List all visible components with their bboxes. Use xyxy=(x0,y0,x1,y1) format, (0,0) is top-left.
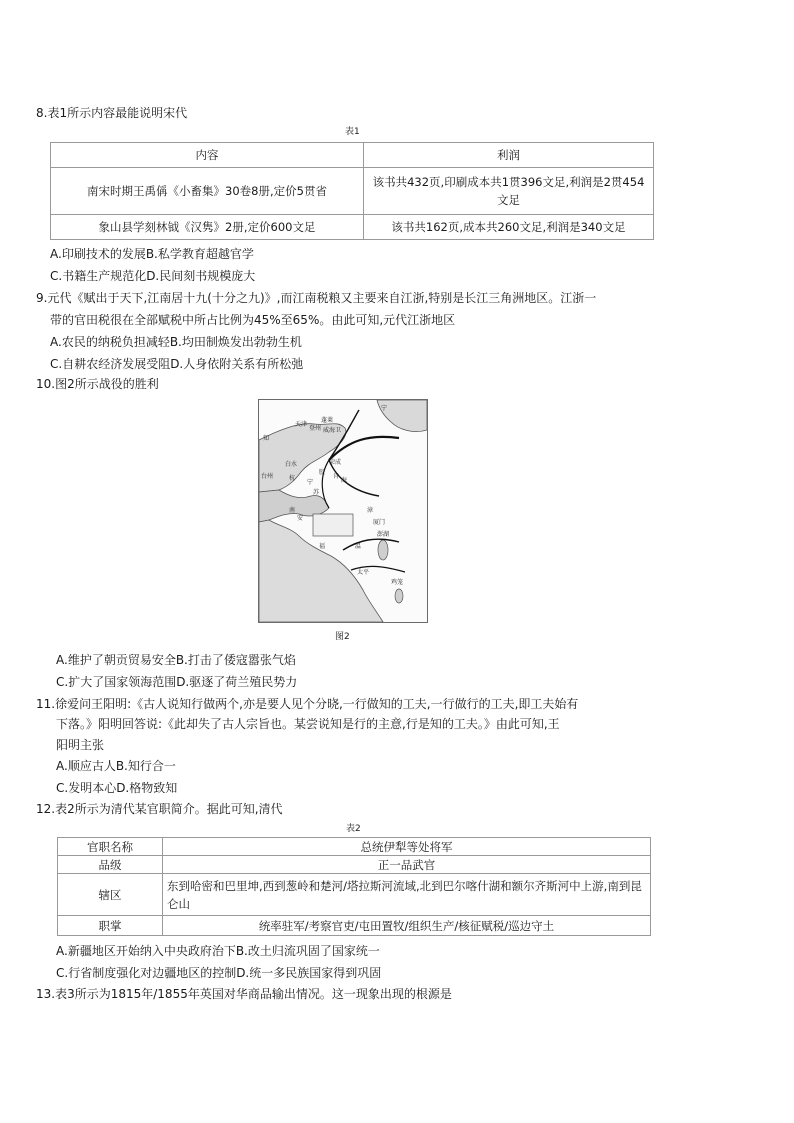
table-cell: 官职名称 xyxy=(58,838,163,856)
table-2 xyxy=(57,837,651,936)
q12-stem: 12.表2所示为清代某官职简介。据此可知,清代 xyxy=(36,802,283,816)
q11-options-cd: C.发明本心D.格物致知 xyxy=(56,781,178,795)
map-label: 太平 xyxy=(357,569,370,576)
map-label: 杭 xyxy=(289,475,296,482)
q10-stem: 10.图2所示战役的胜利 xyxy=(36,377,159,391)
q9-stem-line1: 9.元代《赋出于天下,江南居十九(十分之九)》,而江南税粮又主要来自江浙,特别是长江三角洲地区。江浙一 xyxy=(36,291,597,305)
q9-stem-line2: 带的官田税很在全部赋税中所占比例为45%至65%。由此可知,元代江浙地区 xyxy=(50,313,456,327)
map-label: 卫 xyxy=(335,427,342,434)
map-inset xyxy=(313,514,353,536)
map-label: 厦门 xyxy=(373,519,386,526)
map-label: 南 xyxy=(289,507,296,514)
table-1 xyxy=(50,142,654,240)
map-label: 白水 xyxy=(285,461,298,468)
table-cell: 东到哈密和巴里坤,西到葱岭和楚河/塔拉斯河流域,北到巴尔喀什湖和额尔齐斯河中上游,南到昆仑山 xyxy=(163,874,651,916)
table-cell: 正一品武官 xyxy=(163,856,651,874)
map-label: 温 xyxy=(355,543,362,550)
q8-stem: 8.表1所示内容最能说明宋代 xyxy=(36,106,188,120)
q12-options-cd: C.行省制度强化对边疆地区的控制D.统一多民族国家得到巩固 xyxy=(56,966,382,980)
q10-options-cd: C.扩大了国家领海范围D.驱逐了荷兰殖民势力 xyxy=(56,675,298,689)
table-cell: 品级 xyxy=(58,856,163,874)
map-label: 肯 xyxy=(333,473,340,480)
table-row xyxy=(58,916,651,936)
table-row xyxy=(58,856,651,874)
map-label: 海 xyxy=(341,477,348,484)
map-label: 蓬莱 xyxy=(321,417,334,424)
map-label: 宁 xyxy=(307,479,314,486)
map-label: 安 xyxy=(297,515,304,522)
table-row xyxy=(51,168,654,215)
map-label: 福 xyxy=(319,543,326,550)
map-label: 登州 xyxy=(309,425,322,432)
q11-stem-line3: 阳明主张 xyxy=(56,738,105,752)
table1-caption: 表1 xyxy=(345,127,360,137)
map-label: 漳 xyxy=(367,507,374,514)
q11-options-ab: A.顺应古人B.知行合一 xyxy=(56,759,176,773)
table-row xyxy=(58,874,651,916)
table-cell: 南宋时期王禹偁《小畜集》30卷8册,定价5贯省 xyxy=(51,168,364,215)
table-cell: 职掌 xyxy=(58,916,163,936)
q9-options-cd: C.自耕农经济发展受阻D.人身依附关系有所松弛 xyxy=(50,357,304,371)
q11-stem-line2: 下落。》阳明回答说:《此却失了古人宗旨也。某尝说知是行的主意,行是知的工夫。》由此可知,王 xyxy=(56,717,560,731)
table1-header-content: 内容 xyxy=(51,143,364,168)
battle-map-figure xyxy=(258,399,428,623)
table1-header-profit: 利润 xyxy=(364,143,654,168)
table-row xyxy=(51,215,654,240)
map-label: 苏 xyxy=(313,489,320,496)
island xyxy=(395,589,403,603)
q8-options-ab: A.印刷技术的发展B.私学教育超越官学 xyxy=(50,247,254,261)
map-label: 澎湖 xyxy=(377,531,390,538)
map-label: 荣成 xyxy=(329,459,342,466)
map-label: 鸡笼 xyxy=(391,579,404,586)
table-cell: 统率驻军/考察官吏/屯田置牧/组织生产/核征赋税/巡边守土 xyxy=(163,916,651,936)
q10-options-ab: A.维护了朝贡贸易安全B.打击了倭寇嚣张气焰 xyxy=(56,653,296,667)
q9-options-ab: A.农民的纳税负担减轻B.均田制焕发出勃勃生机 xyxy=(50,335,302,349)
map-label: 胶 xyxy=(319,469,326,476)
q12-options-ab: A.新疆地区开始纳入中央政府治下B.改土归流巩固了国家统一 xyxy=(56,944,380,958)
island xyxy=(378,540,388,560)
map-graphic xyxy=(259,400,427,622)
figure2-caption: 图2 xyxy=(335,632,350,642)
table-cell: 该书共162页,成本共260文足,利润是340文足 xyxy=(364,215,654,240)
map-label: 台州 xyxy=(261,473,274,480)
map-label: 天津 xyxy=(295,421,308,428)
table-cell: 总统伊犁等处将军 xyxy=(163,838,651,856)
table-cell: 象山县学刻林钺《汉隽》2册,定价600文足 xyxy=(51,215,364,240)
table-cell: 该书共432页,印刷成本共1贯396文足,利润是2贯454文足 xyxy=(364,168,654,215)
map-label: 宁 xyxy=(381,405,388,412)
map-label: 威海 xyxy=(323,427,336,434)
map-label: 知 xyxy=(263,435,270,442)
table-row xyxy=(58,838,651,856)
table2-caption: 表2 xyxy=(346,824,361,834)
q8-options-cd: C.书籍生产规范化D.民间刻书规模庞大 xyxy=(50,269,256,283)
q11-stem-line1: 11.徐爱问王阳明:《古人说知行做两个,亦是要人见个分晓,一行做知的工夫,一行做行的工夫,即工夫始有 xyxy=(36,697,579,711)
table-cell: 辖区 xyxy=(58,874,163,916)
q13-stem: 13.表3所示为1815年/1855年英国对华商品输出情况。这一现象出现的根源是 xyxy=(36,987,452,1001)
